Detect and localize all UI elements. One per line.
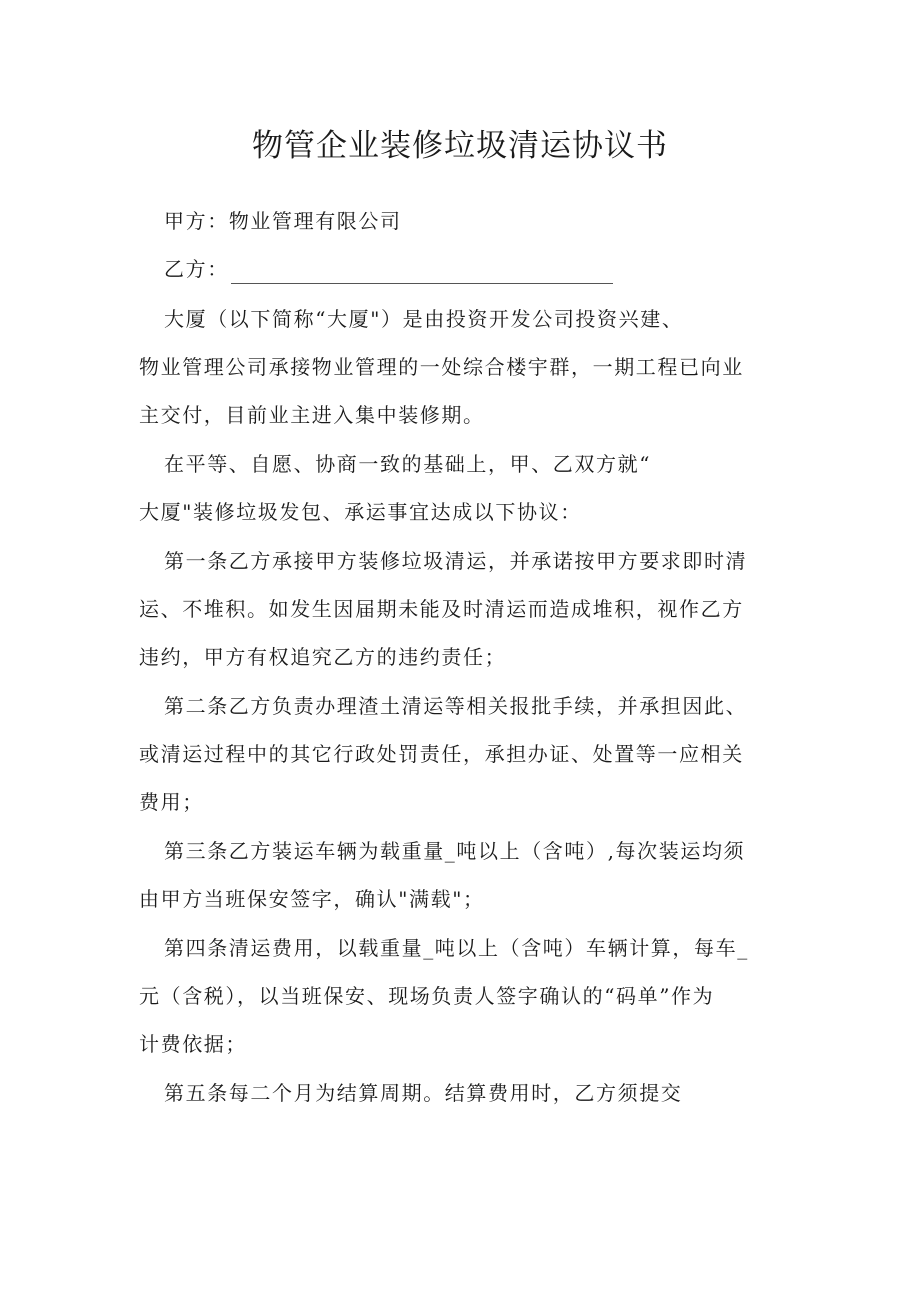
party-a-line <box>164 206 402 236</box>
text-line: 或清运过程中的其它行政处罚责任，承担办证、处置等一应相关 <box>139 742 744 766</box>
text-line: 费用； <box>139 790 204 814</box>
text-line: 第三条乙方装运车辆为载重量_吨以上（含吨）,每次装运均须 <box>164 839 746 863</box>
text-line: 第二条乙方负责办理渣土清运等相关报批手续，并承担因此、 <box>164 694 748 718</box>
text-line: 在平等、自愿、协商一致的基础上，甲、乙双方就“ <box>164 452 652 476</box>
text-line: 计费依据； <box>139 1032 247 1056</box>
party-b-blank <box>231 261 613 284</box>
party-a-label: 甲方： <box>164 209 229 233</box>
text-line: 主交付，目前业主进入集中装修期。 <box>139 403 485 427</box>
text-line: 第一条乙方承接甲方装修垃圾清运，并承诺按甲方要求即时清 <box>164 549 748 573</box>
text-line: 第五条每二个月为结算周期。结算费用时，乙方须提交 <box>164 1081 683 1105</box>
document-title: 物管企业装修垃圾清运协议书 <box>252 128 668 164</box>
text-line: 大厦（以下简称“大厦"）是由投资开发公司投资兴建、 <box>164 307 684 331</box>
party-a-value: 物业管理有限公司 <box>228 209 402 233</box>
text-line: 由甲方当班保安签字，确认"满载"； <box>139 887 485 911</box>
text-line: 元（含税），以当班保安、现场负责人签字确认的“码单”作为 <box>139 984 715 1008</box>
text-line: 大厦"装修垃圾发包、承运事宜达成以下协议： <box>139 500 582 524</box>
text-line: 第四条清运费用，以载重量_吨以上（含吨）车辆计算，每车_ <box>164 936 749 960</box>
party-b-label: 乙方： <box>164 257 229 281</box>
text-line: 物业管理公司承接物业管理的一处综合楼宇群，一期工程已向业 <box>139 355 744 379</box>
text-line: 运、不堆积。如发生因届期未能及时清运而造成堆积，视作乙方 <box>139 597 744 621</box>
text-line: 违约，甲方有权追究乙方的违约责任； <box>139 645 507 669</box>
party-b-line <box>164 254 613 284</box>
